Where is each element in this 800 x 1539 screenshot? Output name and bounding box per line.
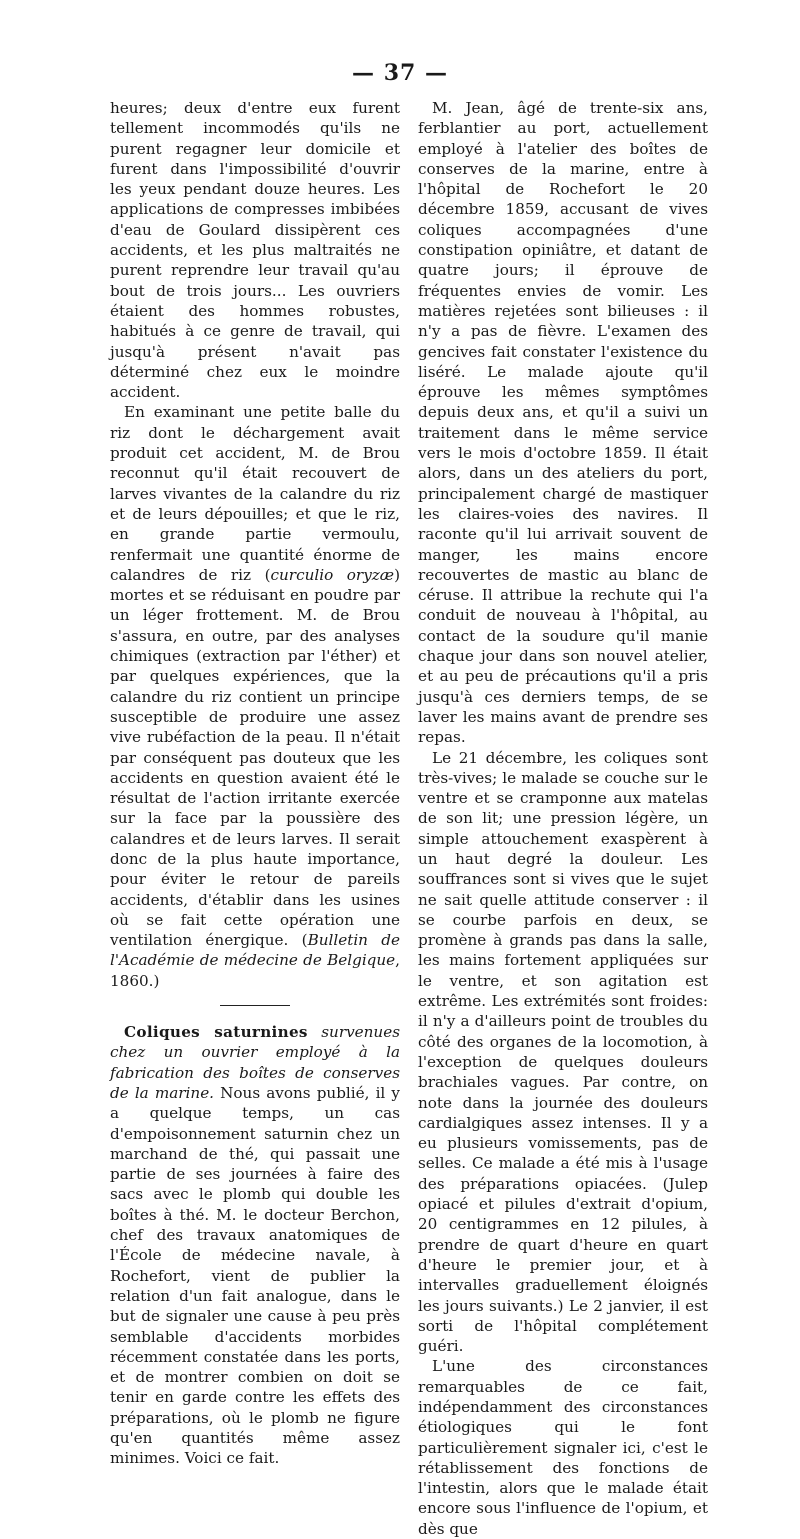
left-column — [110, 98, 400, 1469]
right-column — [418, 98, 708, 1539]
text-run: Nous avons publié, il y a quelque temps, un cas d'empoisonnement saturnin chez un marchand de thé, qui passait une partie de ses journées à faire des sacs avec le plomb qui double les boîtes à thé. M. le docteur Berchon, chef des travaux anatomiques de l'École de médecine navale, à Rochefort, vient de publier la relation d'un fait analogue, dans le but de signaler une cause à peu près semblable d'accidents morbides récemment constatée dans les ports, et de montrer combien on doit se tenir en garde contre les effets des préparations, où le plomb ne figure qu'en quantités même assez minimes. Voici ce fait. — [110, 1083, 400, 1468]
paragraph: heures; deux d'entre eux furent tellement incommodés qu'ils ne purent regagner leur domicile et furent dans l'impossibilité d'ouvrir les yeux pendant douze heures. Les applications de compresses imbibées d'eau de Goulard dissipèrent ces accidents, et les plus maltraités ne purent reprendre leur travail qu'au bout de trois jours... Les ouvriers étaient des hommes robustes, habitués à ce genre de travail, qui jusqu'à présent n'avait pas déterminé chez eux le moindre accident. — [110, 99, 400, 402]
section-heading: Coliques saturnines — [124, 1023, 308, 1042]
section-paragraph — [110, 1022, 400, 1469]
text-run: En examinant une petite balle du riz dont le déchargement avait produit cet accident, M. de Brou reconnut qu'il était recouvert de larves vivantes de la calandre du riz et de leurs dépouilles; et que le riz, en grande partie vermoulu, renfermait une quantité énorme de calandres de riz ( — [110, 403, 400, 584]
citation-source: Bulletin de l'Académie de médecine de Belgique — [110, 931, 400, 970]
paragraph: L'une des circonstances remarquables de ce fait, indépendamment des circonstances étiologiques qui le font particulièrement signaler ici, c'est le rétablissement des fonctions de l'intestin, alors que le malade était encore sous l'influence de l'opium, et dès que — [418, 1357, 708, 1538]
paragraph: M. Jean, âgé de trente-six ans, ferblantier au port, actuellement employé à l'atelier des boîtes de conserves de la marine, entre à l'hôpital de Rochefort le 20 décembre 1859, accusant de vives coliques accompagnées d'une constipation opiniâtre, et datant de quatre jours; il éprouve de fréquentes envies de vomir. Les matières rejetées sont bilieuses : il n'y a pas de fièvre. L'examen des gencives fait constater l'existence du liséré. Le malade ajoute qu'il éprouve les mêmes symptômes depuis deux ans, et qu'il a suivi un traitement dans le même service vers le mois d'octobre 1859. Il était alors, dans un des ateliers du port, principalement chargé de mastiquer les claires-voies des navires. Il raconte qu'il lui arrivait souvent de manger, les mains encore recouvertes de mastic au blanc de céruse. Il attribue la rechute qui l'a conduit de nouveau à l'hôpital, au contact de la soudure qu'il manie chaque jour dans son nouvel atelier, et au peu de précautions qu'il a pris jusqu'à ces derniers temps, de se laver les mains avant de prendre ses repas. — [418, 99, 708, 747]
page-number: — 37 — — [352, 60, 448, 86]
paragraph: Le 21 décembre, les coliques sont très-vives; le malade se couche sur le ventre et se cramponne aux matelas de son lit; une pression légère, un simple attouchement exaspèrent à un haut degré la douleur. Les souffrances sont si vives que le sujet ne sait quelle attitude conserver : il se courbe parfois en deux, se promène à grands pas dans la salle, les mains fortement appliquées sur le ventre, et son agitation est extrême. Les extrémités sont froides: il n'y a d'ailleurs point de troubles du côté des organes de la locomotion, à l'exception de quelques douleurs brachiales vagues. Par contre, on note dans la journée des douleurs cardialgiques assez intenses. Il y a eu plusieurs vomissements, pas de selles. Ce malade a été mis à l'usage des préparations opiacées. (Julep opiacé et pilules d'extrait d'opium, 20 centigrammes en 12 pilules, à prendre de quart d'heure en quart d'heure le premier jour, et à intervalles graduellement éloignés les jours suivants.) Le 2 janvier, il est sorti de l'hôpital complétement guéri. — [418, 748, 708, 1356]
text-run: ) mortes et se réduisant en poudre par un léger frottement. M. de Brou s'assura, en outre, par des analyses chimiques (extraction par l'éther) et par quelques expériences, que la calandre du riz contient un principe susceptible de produire une assez vive rubéfaction de la peau. Il n'était par conséquent pas douteux que les accidents en question avaient été le résultat de l'action irritante exercée sur la face par la poussière des calandres et de leurs larves. Il serait donc de la plus haute importance, pour éviter le retour de pareils accidents, d'établir dans les usines où se fait cette opération une ventilation énergique. ( — [110, 565, 400, 950]
latin-name: curculio oryzæ — [270, 565, 395, 584]
text-run: , 1860.) — [110, 951, 400, 990]
section-divider — [220, 1005, 290, 1006]
section-subtitle: survenues chez un ouvrier employé à la fabrication des boîtes de conserves de la marine. — [110, 1023, 400, 1102]
paragraph — [110, 402, 400, 991]
